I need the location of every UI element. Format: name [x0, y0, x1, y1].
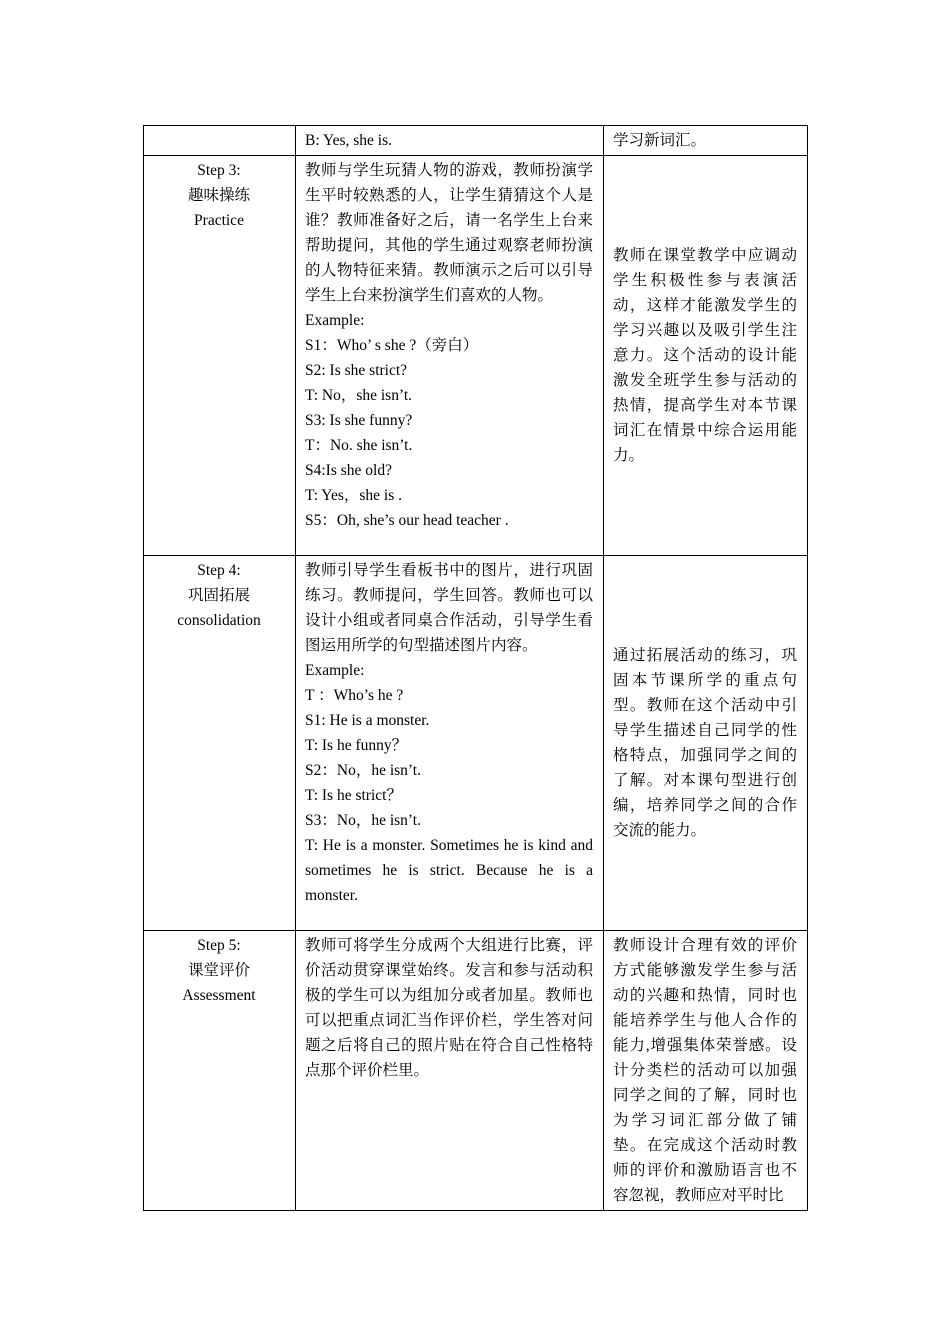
purpose-cell [604, 931, 808, 1211]
dialogue-line: T: Is he strict？ [305, 787, 402, 804]
table-row [144, 126, 808, 156]
purpose-text: 教师在课堂教学中应调动学生积极性参与表演活动，这样才能激发学生的学习兴趣以及吸引学生注意力。这个活动的设计能激发全班学生参与活动的热情，提高学生对本节课词汇在情景中综合运用能力。 [613, 247, 797, 464]
step-cell [144, 931, 296, 1211]
table-row [144, 156, 808, 556]
dialogue-line: T ：Who’s he ? [305, 687, 404, 704]
dialogue-line: T: Yes，she is . [305, 487, 402, 504]
dialogue-line: S3: Is she funny? [305, 412, 413, 429]
dialogue-line: Example: [305, 662, 365, 679]
step-title-en: consolidation [177, 612, 261, 629]
step-label: Step 3: [197, 162, 241, 179]
dialogue-line: S4:Is she old? [305, 462, 392, 479]
dialogue-line: T：No. she isn’t. [305, 437, 413, 454]
activity-description: 教师引导学生看板书中的图片，进行巩固练习。教师提问，学生回答。教师也可以设计小组或者同桌合作活动，引导学生看图运用所学的句型描述图片内容。 [305, 562, 593, 654]
activity-description: 教师可将学生分成两个大组进行比赛，评价活动贯穿课堂始终。发言和参与活动积极的学生可以为组加分或者加星。教师也可以把重点词汇当作评价栏，学生答对问题之后将自己的照片贴在符合自己性格特点那个评价栏里。 [305, 937, 593, 1079]
purpose-cell [604, 156, 808, 556]
dialogue-line: S3：No，he isn’t. [305, 812, 421, 829]
dialogue-line: S1: He is a monster. [305, 712, 430, 729]
purpose-text: 通过拓展活动的练习，巩固本节课所学的重点句型。教师在这个活动中引导学生描述自己同学的性格特点，加强同学之间的了解。对本课句型进行创编，培养同学之间的合作交流的能力。 [613, 647, 797, 839]
step-cell [144, 126, 296, 156]
dialogue-line: S2：No，he isn’t. [305, 762, 421, 779]
dialogue-line: S2: Is she strict? [305, 362, 408, 379]
purpose-cell: 学习新词汇。 [604, 126, 808, 156]
step-title-en: Assessment [182, 987, 256, 1004]
step-cell [144, 556, 296, 931]
purpose-cell [604, 556, 808, 931]
dialogue-line: T: No，she isn’t. [305, 387, 413, 404]
activity-cell [296, 931, 604, 1211]
step-title-en: Practice [194, 212, 244, 229]
activity-cell [296, 556, 604, 931]
dialogue-line: T: He is a monster. Sometimes he is kind and sometimes he is strict. Because he is a monster. [305, 837, 593, 904]
dialogue-line: Example: [305, 312, 365, 329]
activity-cell: B: Yes, she is. [296, 126, 604, 156]
step-label: Step 5: [197, 937, 241, 954]
table-row [144, 556, 808, 931]
step-cell [144, 156, 296, 556]
step-label: Step 4: [197, 562, 241, 579]
dialogue-line: T: Is he funny？ [305, 737, 408, 754]
step-title-cn: 趣味操练 [187, 187, 250, 204]
lesson-plan-table [143, 125, 808, 1211]
dialogue-line: S5：Oh, she’s our head teacher . [305, 512, 509, 529]
step-title-cn: 课堂评价 [187, 962, 250, 979]
dialogue-line: S1：Who’ s she ?（旁白） [305, 337, 479, 354]
step-title-cn: 巩固拓展 [187, 587, 250, 604]
activity-description: 教师与学生玩猜人物的游戏，教师扮演学生平时较熟悉的人，让学生猜猜这个人是谁？教师准备好之后，请一名学生上台来帮助提问，其他的学生通过观察老师扮演的人物特征来猜。教师演示之后可以引导学生上台来扮演学生们喜欢的人物。 [305, 162, 593, 304]
purpose-text: 教师设计合理有效的评价方式能够激发学生参与活动的兴趣和热情，同时也能培养学生与他人合作的能力,增强集体荣誉感。设计分类栏的活动可以加强同学之间的了解，同时也为学习词汇部分做了铺垫。在完成这个活动时教师的评价和激励语言也不容忽视，教师应对平时比 [613, 937, 797, 1204]
table-row [144, 931, 808, 1211]
activity-cell [296, 156, 604, 556]
